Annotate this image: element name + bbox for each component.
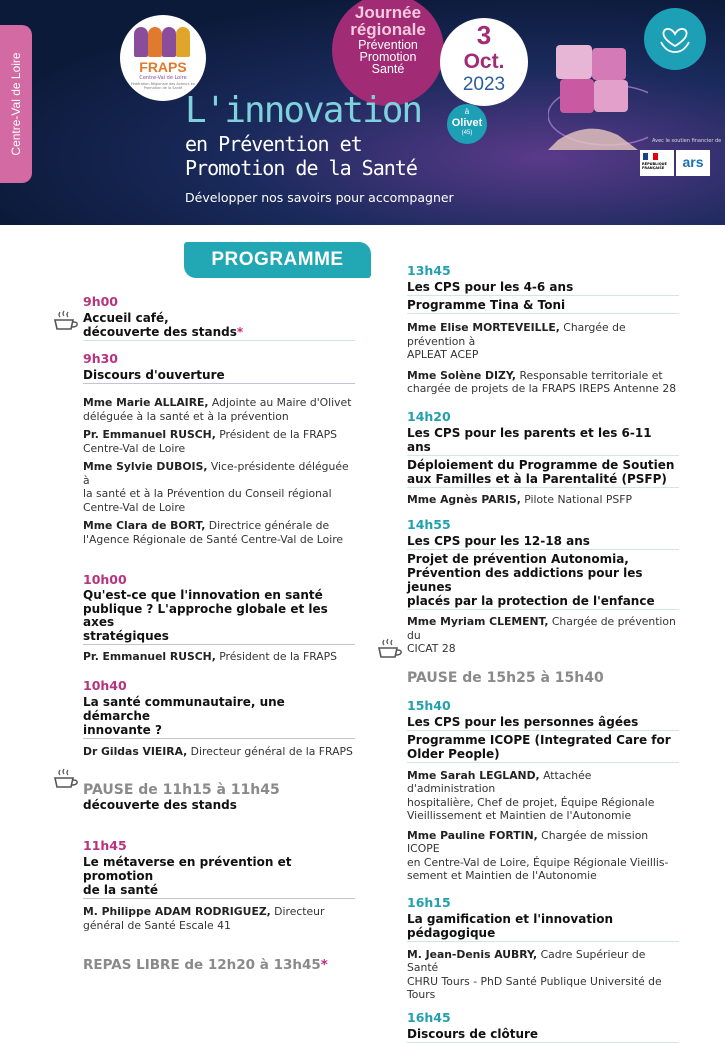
speaker-role: Président de la FRAPS	[215, 428, 338, 441]
speaker-role: Vice-présidente déléguée à	[83, 460, 349, 487]
speaker-name: Mme Marie ALLAIRE,	[83, 396, 209, 409]
pause-block	[83, 782, 355, 812]
speaker-role: chargée de projets de la FRAPS IREPS Antenne 28	[407, 382, 677, 395]
session-title	[83, 587, 355, 645]
speaker-role: en Centre-Val de Loire, Équipe Régionale Vieillis-	[407, 855, 669, 869]
speaker-role: Centre-Val de Loire	[83, 441, 186, 455]
speaker-role: Cadre Supérieur de Santé	[407, 947, 646, 974]
speaker-role: Directrice générale de	[205, 519, 330, 532]
title-line: placés par la protection de l'enfance	[407, 594, 655, 608]
speaker-role: sement et Maintien de l'Autonomie	[407, 869, 597, 882]
time-15h40: 15h40	[407, 697, 451, 713]
speaker-name: M. Philippe ADAM RODRIGUEZ,	[83, 905, 271, 918]
speaker-role: l'Agence Régionale de Santé Centre-Val de Loire	[83, 532, 344, 546]
speaker-name: Pr. Emmanuel RUSCH,	[83, 428, 216, 441]
session-accueil	[83, 309, 355, 341]
time-9h00: 9h00	[83, 294, 118, 309]
session-subtitle	[407, 550, 679, 610]
speaker	[83, 460, 355, 514]
speaker-role: général de Santé Escale 41	[83, 918, 231, 932]
speaker-role: APLEAT ACEP	[407, 348, 479, 361]
title-line: stratégiques	[83, 628, 169, 643]
speaker-name: Mme Sylvie DUBOIS,	[83, 460, 208, 473]
speaker-role: Adjointe au Maire d'Olivet	[208, 396, 352, 409]
repas-block	[83, 954, 355, 973]
speaker-name: Mme Agnès PARIS,	[407, 492, 521, 506]
journee-themes	[332, 39, 444, 75]
logo-name: FRAPS	[139, 59, 187, 75]
region-side-tab	[0, 25, 32, 183]
title-line: Prévention des addictions pour les jeunes	[407, 566, 643, 594]
theme-prevention: Prévention	[358, 38, 418, 52]
fraps-logo	[120, 15, 206, 101]
title-line: Qu'est-ce que l'innovation en santé	[83, 588, 323, 602]
rf-label: RÉPUBLIQUE FRANÇAISE	[642, 162, 667, 170]
logo-tag: Fédération Régionale des Acteurs en Promotion de la Santé	[130, 82, 196, 90]
coffee-cup-icon	[53, 768, 79, 790]
date-month: Oct.	[463, 50, 505, 73]
title-line: Le métaverse en prévention et promotion	[83, 855, 292, 883]
speaker	[83, 396, 355, 423]
speaker	[407, 829, 679, 883]
speaker-role: Pilote National PSFP	[520, 492, 632, 506]
title-line: Déploiement du Programme de Soutien	[407, 457, 675, 472]
coffee-cup-icon	[377, 638, 403, 660]
speaker-name: Mme Pauline FORTIN,	[407, 828, 538, 842]
speaker-name: Mme Solène DIZY,	[407, 368, 517, 382]
theme-promotion: Promotion	[359, 50, 417, 64]
session-title	[83, 853, 355, 899]
date-day: 3	[476, 20, 492, 50]
speaker-name: Mme Clara de BORT,	[83, 519, 206, 532]
session-title: Discours d'ouverture	[83, 366, 355, 384]
speaker-role: Responsable territoriale et	[516, 368, 663, 382]
title-line: aux Familles et à la Parentalité (PSFP)	[407, 471, 667, 486]
header-banner	[0, 0, 725, 225]
speaker	[83, 519, 355, 546]
right-column	[407, 263, 679, 1043]
speaker-role: Chargée de prévention à	[407, 321, 626, 348]
speaker	[407, 493, 679, 507]
speaker-role: hospitalière, Chef de projet, Équipe Régionale	[407, 795, 655, 809]
speaker-role: Vieillissement et Maintien de l'Autonomie	[407, 809, 632, 822]
pause-label: PAUSE de 11h15 à 11h45	[83, 782, 280, 798]
speaker-name: Dr Gildas VIEIRA,	[83, 744, 188, 758]
title-line-3: Promotion de la Santé	[185, 156, 417, 180]
coffee-cup-icon	[53, 310, 79, 332]
puzzle-illustration	[548, 40, 648, 150]
main-title: L'innovation	[185, 90, 422, 131]
title-line: innovante ?	[83, 722, 162, 737]
footnote-star: *	[320, 957, 328, 973]
speaker-role: Chargée de mission ICOPE	[407, 828, 649, 855]
heart-hands-icon	[644, 8, 706, 70]
session-title: Accueil café,	[83, 311, 169, 325]
speaker-role: CICAT 28	[407, 642, 456, 655]
title-line: pédagogique	[407, 925, 496, 940]
speaker-role: Directeur général de la FRAPS	[187, 744, 353, 758]
speaker-name: Mme Myriam CLEMENT,	[407, 615, 549, 628]
speaker-role: déléguée à la santé et à la prévention	[83, 409, 289, 423]
speaker-role: Centre-Val de Loire	[83, 500, 186, 514]
speaker-role: CHRU Tours - PhD Santé Publique Université de Tours	[407, 974, 662, 1001]
region-label: Centre-Val de Loire	[9, 52, 23, 156]
speaker-role: Directeur	[270, 905, 325, 918]
pause-sub: découverte des stands	[83, 798, 237, 812]
speaker	[407, 615, 679, 656]
time-13h45: 13h45	[407, 263, 451, 278]
session-title	[407, 910, 679, 942]
time-14h55: 14h55	[407, 517, 451, 532]
support-label: Avec le soutien financier de	[652, 138, 722, 144]
title-line: La gamification et l'innovation	[407, 911, 613, 926]
speaker-name: M. Jean-Denis AUBRY,	[407, 947, 538, 961]
session-subtitle: Programme Tina & Toni	[407, 296, 679, 314]
session-subtitle	[407, 456, 679, 488]
speaker	[83, 650, 355, 664]
speaker-name: Mme Sarah LEGLAND,	[407, 768, 540, 782]
speaker-name: Pr. Emmanuel RUSCH,	[83, 650, 216, 663]
theme-sante: Santé	[371, 62, 405, 76]
title-line: de la santé	[83, 883, 158, 897]
title-line: publique ? L'approche globale et les axes	[83, 601, 328, 629]
location-badge	[447, 104, 487, 144]
time-11h45: 11h45	[83, 838, 127, 853]
repas-label: REPAS LIBRE de 12h20 à 13h45	[83, 957, 321, 973]
session-title	[83, 693, 355, 739]
speaker	[407, 948, 679, 1002]
speaker	[407, 769, 679, 823]
journee-label: Journée régionale	[350, 3, 426, 39]
title-line: Programme ICOPE (Integrated Care for	[407, 732, 671, 747]
speaker-role: Chargée de prévention du	[407, 615, 676, 642]
pause-label: PAUSE de 15h25 à 15h40	[407, 669, 604, 686]
speaker	[83, 905, 355, 932]
date-badge	[440, 18, 528, 106]
session-title: Discours de clôture	[407, 1025, 679, 1043]
speaker-role: Président de la FRAPS	[215, 650, 338, 663]
session-title: Les CPS pour les 4-6 ans	[407, 278, 679, 296]
subtitle: Développer nos savoirs pour accompagner	[185, 190, 454, 205]
logo-sub: Centre-Val de Loire	[139, 75, 187, 81]
time-9h30: 9h30	[83, 351, 118, 366]
title-line: La santé communautaire, une démarche	[83, 694, 285, 723]
time-10h40: 10h40	[83, 677, 127, 693]
speaker	[407, 369, 679, 396]
footnote-star: *	[236, 325, 244, 339]
time-16h45: 16h45	[407, 1009, 451, 1025]
speaker	[407, 321, 679, 362]
time-16h15: 16h15	[407, 894, 451, 910]
date-year: 2023	[462, 74, 506, 95]
speaker-role: Attachée d'administration	[407, 768, 592, 795]
speaker	[83, 428, 355, 455]
session-title: découverte des stands	[83, 325, 237, 339]
session-title: Les CPS pour les 12-18 ans	[407, 532, 679, 550]
location-dept: (45)	[461, 130, 473, 136]
title-line-2: en Prévention et	[185, 132, 362, 156]
location-prefix: à	[464, 107, 470, 116]
time-10h00: 10h00	[83, 572, 127, 587]
left-column	[83, 294, 355, 973]
title-line: Projet de prévention Autonomia,	[407, 552, 629, 566]
title-line: Older People)	[407, 746, 500, 761]
session-title: Les CPS pour les parents et les 6-11 ans	[407, 424, 679, 456]
session-title: Les CPS pour les personnes âgées	[407, 713, 679, 731]
session-subtitle	[407, 731, 679, 763]
republique-francaise-logo	[640, 150, 674, 176]
time-14h20: 14h20	[407, 408, 451, 424]
ars-logo: ars	[676, 150, 710, 176]
location-city: Olivet	[451, 117, 483, 129]
programme-heading: PROGRAMME	[184, 242, 371, 278]
speaker-name: Mme Elise MORTEVEILLE,	[407, 321, 560, 334]
speaker-role: la santé et à la Prévention du Conseil régional	[83, 487, 332, 500]
speaker	[83, 745, 355, 759]
